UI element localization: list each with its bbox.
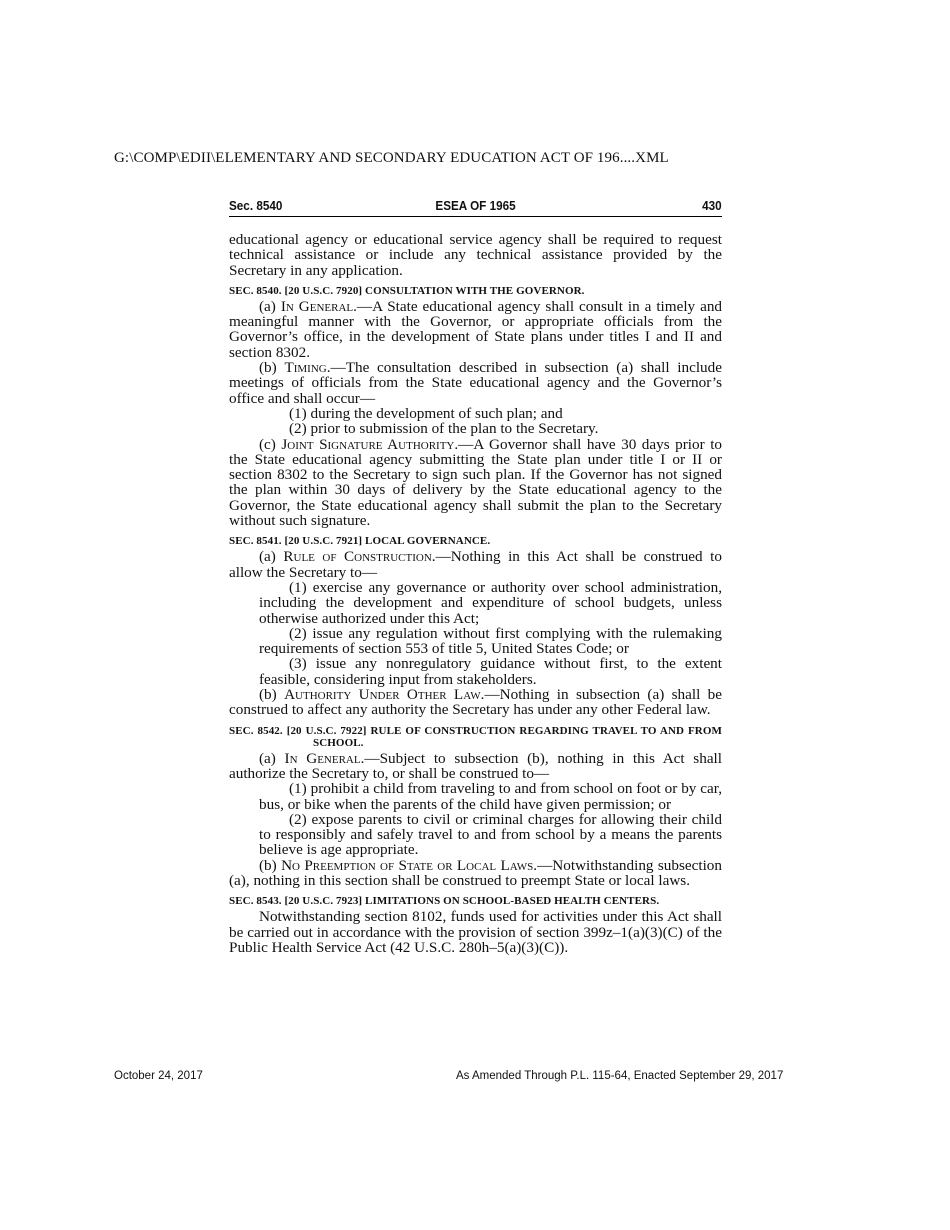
list-item-8541-a3: (3) issue any nonregulatory guidance without first, to the extent feasible, considering input from stakeholders. [259,655,722,688]
text: .—The consultation described in subsection (a) shall include meetings of officials from the State educational agency and the Governor’s office and shall occur— [229,359,722,407]
page-number: 430 [702,198,722,213]
subsection-caption: Joint Signature Authority [281,435,455,453]
paragraph-8542-b [229,858,722,889]
label: (a) [259,297,281,315]
paragraph-8543: Notwithstanding section 8102, funds used for activities under this Act shall be carried out in accordance with the provision of section 399z–1(a)(3)(C) of the Public Health Service Act (42 U.S.C. 280h–5(a)(3)(C)). [229,908,722,956]
text: .—Notwithstanding subsection (a), nothing in this section shall be construed to preempt State or local laws. [229,856,722,889]
paragraph-8540-a [229,299,722,360]
intro-paragraph: educational agency or educational service agency shall be required to request technical assistance or include any technical assistance provided by the Secretary in any application. [229,231,722,279]
paragraph-8541-b [229,687,722,718]
footer-amended: As Amended Through P.L. 115-64, Enacted September 29, 2017 [456,1070,784,1082]
label: (c) [259,435,282,453]
subsection-caption: Rule of Construction [283,548,432,566]
running-head [229,197,722,217]
label: (a) [259,548,284,566]
document-body [229,232,722,955]
subsection-caption: Timing [284,359,327,377]
text: .—A State educational agency shall consult in a timely and meaningful manner with the Governor, or appropriate officials from the Governor’s office, in the development of State plans under titles I and II and section 8302. [229,297,723,361]
section-heading-8543: SEC. 8543. [20 U.S.C. 7923] LIMITATIONS ON SCHOOL-BASED HEALTH CENTERS. [229,895,660,908]
list-item-8542-a2: (2) expose parents to civil or criminal charges for allowing their child to responsibly and safely travel to and from school by a means the parents believe is age appropriate. [259,810,722,859]
footer-date: October 24, 2017 [114,1070,203,1082]
list-item-8540-b1: (1) during the development of such plan; and [289,404,563,422]
subsection-caption: In General [280,297,354,315]
list-item-8540-b2: (2) prior to submission of the plan to the Secretary. [289,420,599,438]
text: .—Nothing in subsection (a) shall be construed to affect any authority the Secretary has under any other Federal law. [229,686,722,719]
paragraph-8541-a [229,549,722,580]
paragraph-8540-c [229,437,722,529]
paragraph-8540-b [229,360,722,406]
list-item-8541-a2: (2) issue any regulation without first complying with the rulemaking requirements of section 553 of title 5, United States Code; or [259,624,722,658]
text: .—A Governor shall have 30 days prior to the State educational agency submitting the State plan under title I or II or section 8302 to the Secretary to sign such plan. If the Governor has not signed the plan within 30 days of delivery by the State educational agency to the Governor, the State educational agency shall submit the plan to the Secretary without such signature. [229,435,723,530]
list-item-8542-a1: (1) prohibit a child from traveling to and from school on foot or by car, bus, or bike when the parents of the child have given permission; or [259,780,722,813]
subsection-caption: Authority Under Other Law [284,686,481,704]
label: (b) [259,359,285,377]
file-path: G:\COMP\EDII\ELEMENTARY AND SECONDARY EDUCATION ACT OF 196....XML [114,150,669,166]
subsection-caption: No Preemption of State or Local Laws [281,856,534,874]
section-heading-8542: SEC. 8542. [20 U.S.C. 7922] RULE OF CONSTRUCTION REGARDING TRAVEL TO AND FROM SCHOOL. [229,724,722,749]
list-item-8541-a1: (1) exercise any governance or authority over school administration, including the development and expenditure of school budgets, unless otherwise authorized under this Act; [259,578,722,627]
running-head-section: Sec. 8540 [229,198,283,213]
text: .—Nothing in this Act shall be construed to allow the Secretary to— [229,548,722,581]
subsection-caption: In General [284,749,361,767]
section-heading-8541: SEC. 8541. [20 U.S.C. 7921] LOCAL GOVERNANCE. [229,535,491,548]
label: (a) [259,749,285,767]
text: .—Subject to subsection (b), nothing in this Act shall authorize the Secretary to, or shall be construed to— [229,749,722,782]
label: (b) [259,856,282,874]
paragraph-8542-a [229,751,722,782]
label: (b) [259,686,285,704]
running-head-title: ESEA OF 1965 [435,198,516,213]
section-heading-8540: SEC. 8540. [20 U.S.C. 7920] CONSULTATION WITH THE GOVERNOR. [229,284,585,297]
